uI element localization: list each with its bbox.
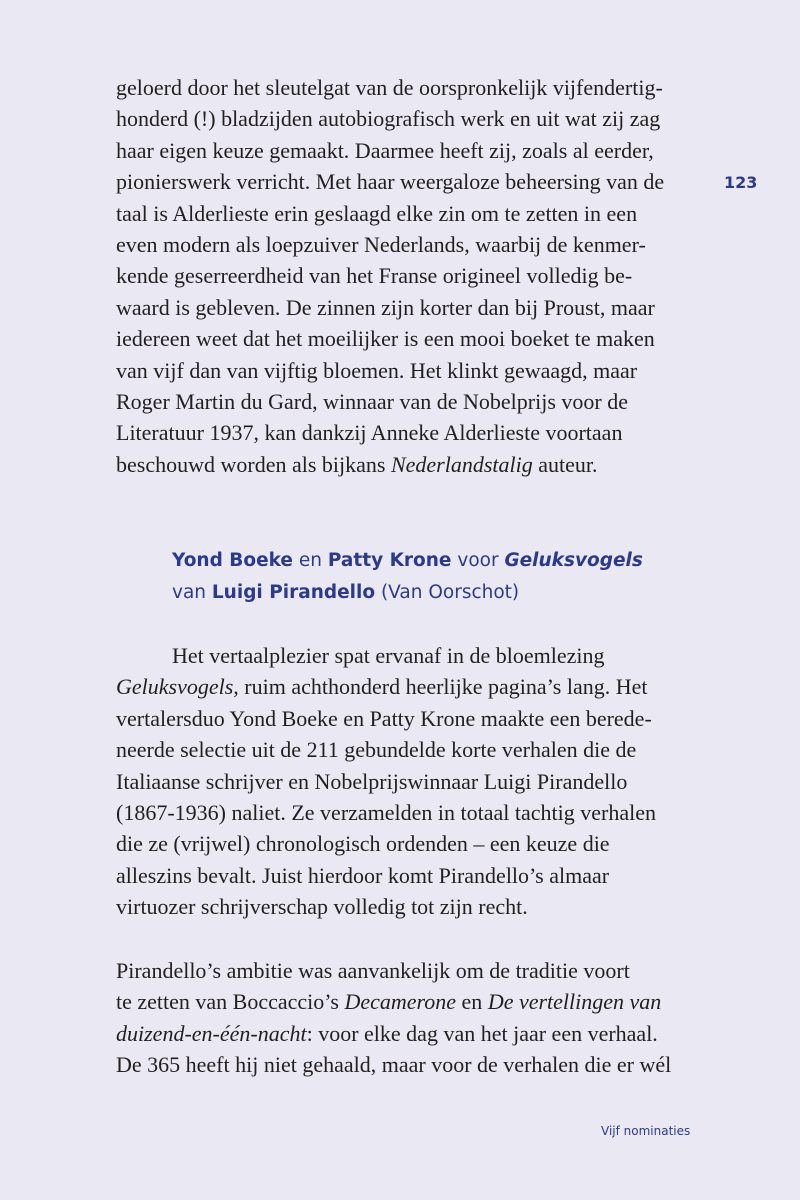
text-line: Literatuur 1937, kan dankzij Anneke Alderlieste voortaan xyxy=(116,420,623,446)
text-line: pionierswerk verricht. Met haar weergaloze beheersing van de xyxy=(116,169,665,195)
paragraph-2 xyxy=(116,640,696,923)
text-line: haar eigen keuze gemaakt. Daarmee heeft zij, zoals al eerder, xyxy=(116,137,654,163)
text-line: die ze (vrijwel) chronologisch ordenden – een keuze die xyxy=(116,831,610,857)
text-line: iedereen weet dat het moeilijker is een mooi boeket te maken xyxy=(116,326,655,352)
author-name: Luigi Pirandello xyxy=(211,582,376,603)
book-title: Geluksvogels xyxy=(504,550,643,571)
text-line: virtuozer schrijverschap volledig tot zijn recht. xyxy=(116,894,528,920)
text-line: vertalersduo Yond Boeke en Patty Krone maakte een berede- xyxy=(116,705,652,731)
text-line: alleszins bevalt. Juist hierdoor komt Pirandello’s almaar xyxy=(116,862,610,888)
text-line: geloerd door het sleutelgat van de oorspronkelijk vijfendertig- xyxy=(116,75,663,100)
text-line xyxy=(116,671,696,702)
text-segment: beschouwd worden als bijkans xyxy=(116,451,391,477)
heading-line-1 xyxy=(172,545,712,577)
heading-connector: en xyxy=(292,550,328,571)
text-segment: te zetten van Boccaccio’s xyxy=(116,989,345,1015)
running-footer: Vijf nominaties xyxy=(601,1124,691,1138)
text-segment: en xyxy=(456,989,488,1015)
text-line xyxy=(116,449,696,480)
text-line: taal is Alderlieste erin geslaagd elke zin om te zetten in een xyxy=(116,200,638,226)
text-line: Italiaanse schrijver en Nobelprijswinnaar Luigi Pirandello xyxy=(116,768,628,794)
text-line: Het vertaalplezier spat ervanaf in de bloemlezing xyxy=(172,643,605,668)
publisher-name: (Van Oorschot) xyxy=(375,582,520,603)
paragraph-1 xyxy=(116,72,696,480)
italic-segment: Nederlandstalig xyxy=(390,451,533,477)
text-segment: : voor elke dag van het jaar een verhaal. xyxy=(306,1020,658,1046)
heading-connector: voor xyxy=(451,550,505,571)
translator-name: Yond Boeke xyxy=(172,550,293,571)
text-line: even modern als loepzuiver Nederlands, waarbij de kenmer- xyxy=(116,232,646,258)
translator-name: Patty Krone xyxy=(327,550,452,571)
page-number: 123 xyxy=(724,173,758,192)
text-line: De 365 heeft hij niet gehaald, maar voor de verhalen die er wél xyxy=(116,1052,672,1078)
italic-segment: duizend-en-één-nacht xyxy=(116,1020,307,1046)
text-line xyxy=(116,986,696,1017)
text-line: waard is gebleven. De zinnen zijn korter dan bij Proust, maar xyxy=(116,294,655,320)
text-segment: auteur. xyxy=(532,451,598,477)
italic-segment: De vertellingen van xyxy=(487,989,662,1015)
heading-line-2 xyxy=(172,577,712,609)
heading-connector: van xyxy=(172,582,212,603)
paragraph-3 xyxy=(116,955,696,1081)
italic-segment: Decamerone xyxy=(344,989,457,1015)
text-segment: ruim achthonderd heerlijke pagina’s lang. Het xyxy=(238,674,648,700)
text-line: Roger Martin du Gard, winnaar van de Nobelprijs voor de xyxy=(116,389,628,415)
text-line: van vijf dan van vijftig bloemen. Het klinkt gewaagd, maar xyxy=(116,357,638,383)
text-line: neerde selectie uit de 211 gebundelde korte verhalen die de xyxy=(116,737,637,763)
text-line: Pirandello’s ambitie was aanvankelijk om de traditie voort xyxy=(116,958,630,983)
text-line: kende geserreerdheid van het Franse origineel volledig be- xyxy=(116,263,633,289)
text-line: (1867-1936) naliet. Ze verzamelden in totaal tachtig verhalen xyxy=(116,800,656,826)
nomination-heading xyxy=(172,545,712,609)
italic-segment: Geluksvogels, xyxy=(116,674,239,700)
text-line xyxy=(116,1018,696,1049)
text-line: honderd (!) bladzijden autobiografisch werk en uit wat zij zag xyxy=(116,106,661,132)
